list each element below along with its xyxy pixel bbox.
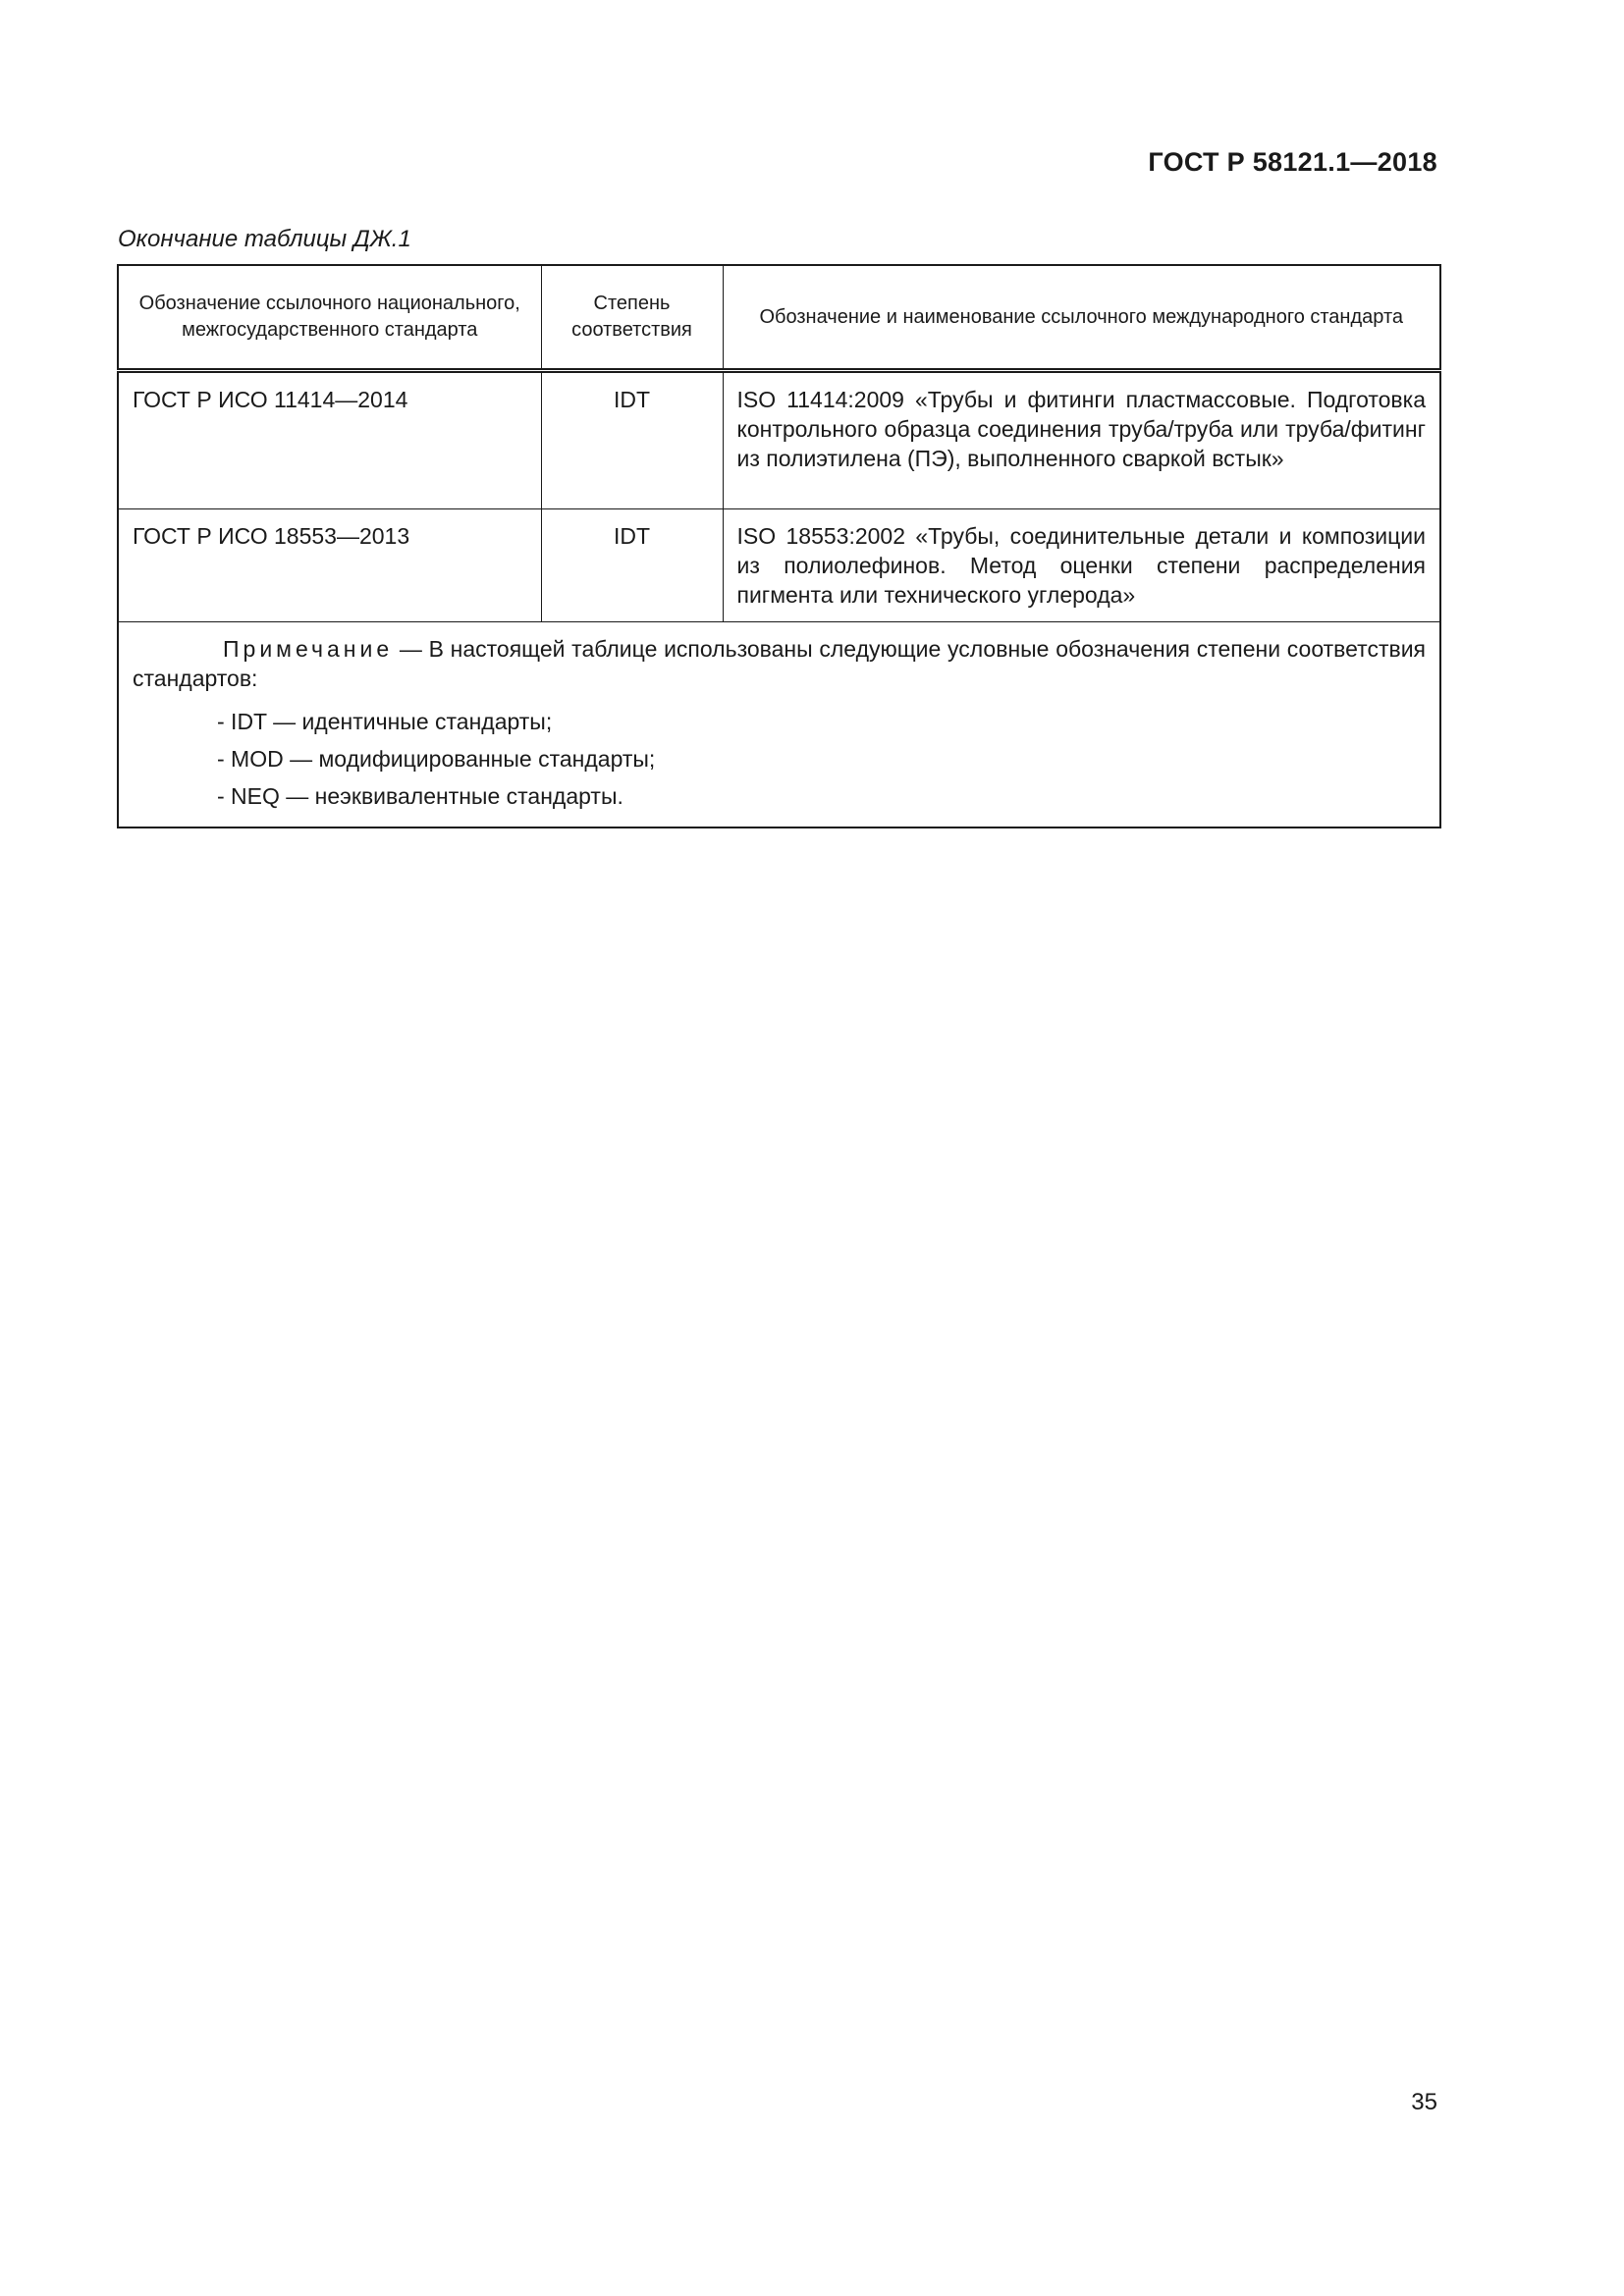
international-standard-cell: ISO 11414:2009 «Трубы и фитинги пластмассовые. Подготовка контрольного образца соединения труба/труба или труба/фитинг из полиэтилена (ПЭ), выполненного сваркой встык» [723,371,1440,509]
degree-cell: IDT [541,509,723,622]
note-text: — В настоящей таблице использованы следующие условные обозначения степени соответствия стандартов: [133,636,1426,691]
page-number: 35 [1411,2089,1437,2115]
national-standard-cell: ГОСТ Р ИСО 11414—2014 [118,371,541,509]
list-item: - NEQ — неэквивалентные стандарты. [217,783,623,809]
list-item: - IDT — идентичные стандарты; [217,709,553,734]
column-header-degree: Степень соответствия [541,265,723,371]
column-header-national-standard: Обозначение ссылочного национального, межгосударственного стандарта [118,265,541,371]
reference-standards-table [117,264,1441,828]
table-note [118,622,1440,828]
note-label: Примечание [223,636,394,662]
list-item: - MOD — модифицированные стандарты; [217,746,656,772]
document-code: ГОСТ Р 58121.1—2018 [1148,147,1437,177]
note-paragraph [133,634,1426,693]
table-note-row [118,622,1440,828]
international-standard-cell: ISO 18553:2002 «Трубы, соединительные детали и композиции из полиолефинов. Метод оценки степени распределения пигмента или технического углерода» [723,509,1440,622]
table-row [118,371,1440,509]
note-list [133,703,1426,815]
degree-cell: IDT [541,371,723,509]
table-caption: Окончание таблицы ДЖ.1 [118,226,411,252]
national-standard-cell: ГОСТ Р ИСО 18553—2013 [118,509,541,622]
column-header-international-standard: Обозначение и наименование ссылочного международного стандарта [723,265,1440,371]
table-header-row [118,265,1440,371]
table-row [118,509,1440,622]
